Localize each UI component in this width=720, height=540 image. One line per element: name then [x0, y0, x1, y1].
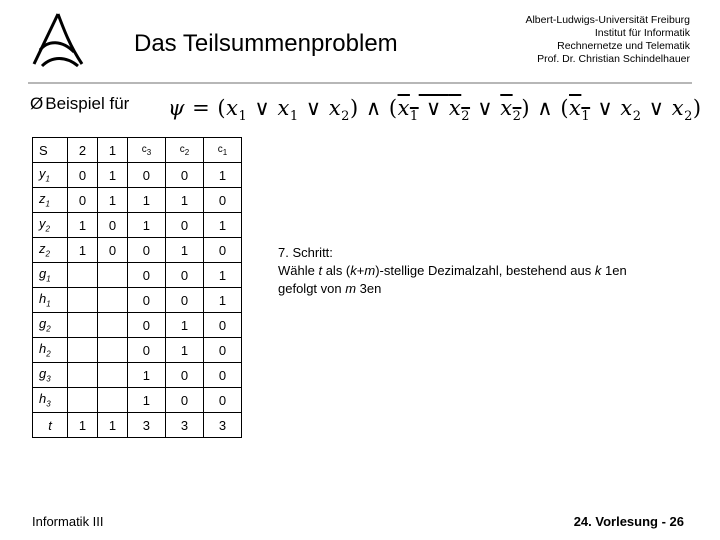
table-header-cell: 2	[68, 138, 98, 163]
institution-info	[490, 14, 690, 66]
row-label: $g_2$	[33, 313, 68, 338]
arrow-bullet-icon: Ø	[30, 94, 44, 113]
table-cell: 1	[97, 163, 127, 188]
table-cell: 0	[127, 288, 165, 313]
table-cell: 1	[97, 188, 127, 213]
page-title: Das Teilsummenproblem	[134, 30, 398, 57]
table-cell	[68, 288, 98, 313]
table-row	[33, 238, 242, 263]
row-label: t	[33, 413, 68, 438]
table-header-cell: $c_2$	[165, 138, 203, 163]
table-cell	[68, 338, 98, 363]
table-cell	[68, 363, 98, 388]
institution-line: Rechnernetze und Telematik	[557, 40, 690, 52]
example-heading	[30, 94, 129, 114]
table-cell: 1	[127, 188, 165, 213]
table-row	[33, 263, 242, 288]
table-cell: 3	[203, 413, 241, 438]
table-cell	[97, 388, 127, 413]
institution-line: Albert-Ludwigs-Universität Freiburg	[525, 14, 690, 26]
table-cell: 0	[165, 163, 203, 188]
step-heading: 7. Schritt:	[278, 245, 333, 260]
row-label: $h_1$	[33, 288, 68, 313]
table-cell	[97, 263, 127, 288]
table-cell: 1	[68, 213, 98, 238]
table-cell: 0	[165, 288, 203, 313]
row-label: $h_2$	[33, 338, 68, 363]
row-label: $y_1$	[33, 163, 68, 188]
table-cell: 0	[203, 188, 241, 213]
table-cell: 0	[127, 163, 165, 188]
table-cell: 0	[203, 388, 241, 413]
table-cell: 0	[127, 238, 165, 263]
table-cell: 0	[97, 238, 127, 263]
footer-page: 24. Vorlesung - 26	[573, 514, 684, 529]
table-cell: 0	[127, 313, 165, 338]
table-cell: 1	[165, 238, 203, 263]
formula: $\psi = (x_1$ ∨ $x_1$ ∨ $x_2$) ∧ ($x_1$ ∨ $x_2$ ∨ $x_2$) ∧ ($x_1$ ∨ $x_2$ ∨ $x_2$)	[168, 96, 702, 125]
table-cell: 0	[203, 313, 241, 338]
table-cell: 0	[203, 238, 241, 263]
table-row	[33, 338, 242, 363]
header-divider	[28, 82, 692, 84]
table-cell: 0	[203, 363, 241, 388]
table-cell	[97, 288, 127, 313]
step-line: gefolgt von m 3en	[278, 281, 382, 296]
table-cell: 1	[203, 213, 241, 238]
table-cell	[68, 388, 98, 413]
table-cell: 1	[97, 413, 127, 438]
institution-line: Institut für Informatik	[594, 27, 690, 39]
table-row	[33, 163, 242, 188]
table-cell: 0	[203, 338, 241, 363]
example-label: Beispiel für	[45, 94, 130, 113]
table-cell	[97, 338, 127, 363]
row-label: $z_2$	[33, 238, 68, 263]
table-cell: 1	[165, 313, 203, 338]
table-cell: 1	[165, 188, 203, 213]
table-cell: 3	[165, 413, 203, 438]
table-cell: 1	[203, 288, 241, 313]
step-description	[278, 244, 698, 298]
table-cell: 1	[68, 238, 98, 263]
table-row	[33, 388, 242, 413]
row-label: $z_1$	[33, 188, 68, 213]
table-cell	[68, 263, 98, 288]
table-cell: 0	[165, 363, 203, 388]
table-cell: 1	[127, 388, 165, 413]
table-row	[33, 213, 242, 238]
table-cell: 0	[165, 388, 203, 413]
institution-line: Prof. Dr. Christian Schindelhauer	[537, 53, 690, 65]
row-label: $g_1$	[33, 263, 68, 288]
table-cell: 1	[165, 338, 203, 363]
university-logo	[28, 10, 88, 70]
table-cell: 0	[127, 338, 165, 363]
table-cell: 0	[97, 213, 127, 238]
table-cell: 0	[165, 263, 203, 288]
row-label: $y_2$	[33, 213, 68, 238]
table-row	[33, 288, 242, 313]
row-label: $h_3$	[33, 388, 68, 413]
table-header-cell: 1	[97, 138, 127, 163]
table-header-cell: S	[33, 138, 68, 163]
row-label: $g_3$	[33, 363, 68, 388]
table-cell: 0	[68, 188, 98, 213]
table-row	[33, 313, 242, 338]
table-header-cell: $c_1$	[203, 138, 241, 163]
table-cell	[97, 363, 127, 388]
table-cell: 1	[68, 413, 98, 438]
table-row	[33, 363, 242, 388]
table-cell: 1	[127, 213, 165, 238]
table-cell: 1	[203, 163, 241, 188]
table-cell: 1	[203, 263, 241, 288]
table-header-row	[33, 138, 242, 163]
table-cell	[68, 313, 98, 338]
subset-sum-table	[32, 137, 242, 438]
table-cell: 3	[127, 413, 165, 438]
table-cell: 1	[127, 363, 165, 388]
table-header-cell: $c_3$	[127, 138, 165, 163]
table-cell: 0	[165, 213, 203, 238]
table-row	[33, 413, 242, 438]
table-cell	[97, 313, 127, 338]
table-row	[33, 188, 242, 213]
table-cell: 0	[68, 163, 98, 188]
step-line: Wähle t als (k+m)-stellige Dezimalzahl, bestehend aus k 1en	[278, 263, 627, 278]
table-cell: 0	[127, 263, 165, 288]
footer-course: Informatik III	[32, 514, 104, 529]
